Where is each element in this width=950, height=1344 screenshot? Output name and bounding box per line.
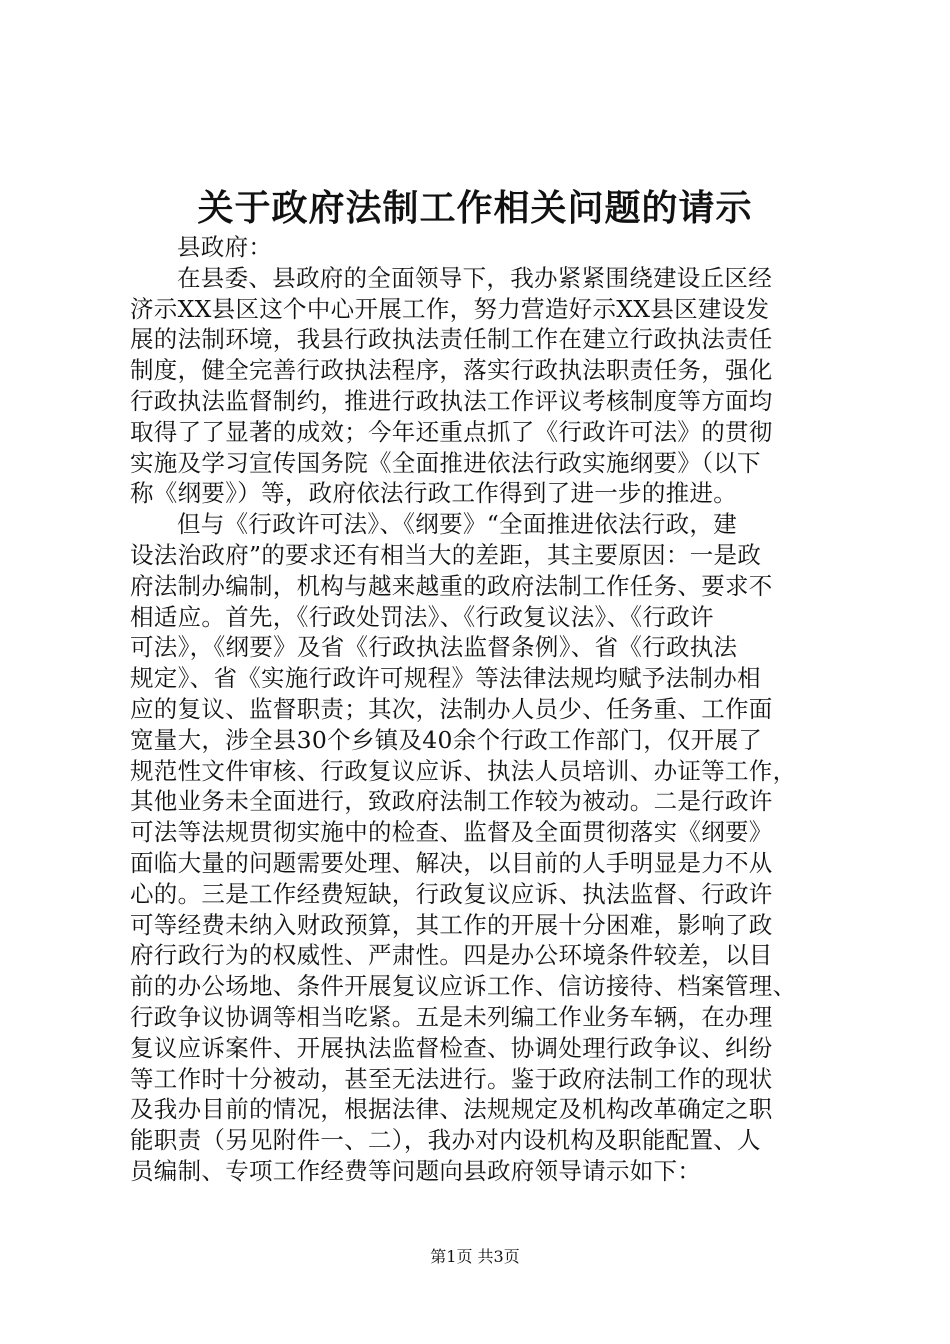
- body-line: 其他业务未全面进行，致政府法制工作较为被动。二是行政许: [130, 787, 773, 816]
- body-line: 实施及学习宣传国务院《全面推进依法行政实施纲要》（以下: [130, 448, 761, 477]
- body-line: 相适应。首先，《行政处罚法》、《行政复议法》、《行政许: [130, 602, 714, 631]
- body-line: 府法制办编制，机构与越来越重的政府法制工作任务、要求不: [130, 571, 773, 600]
- body-line: 及我办目前的情况，根据法律、法规规定及机构改革确定之职: [130, 1095, 773, 1124]
- document-body: [130, 232, 830, 1187]
- body-line: 规范性文件审核、行政复议应诉、执法人员培训、办证等工作，: [130, 756, 797, 785]
- body-line: 设法治政府”的要求还有相当大的差距，其主要原因：一是政: [130, 540, 762, 569]
- body-line: 可法等法规贯彻实施中的检查、监督及全面贯彻落实《纲要》: [130, 818, 773, 847]
- body-line: 在县委、县政府的全面领导下，我办紧紧围绕建设丘区经: [177, 263, 772, 292]
- body-line: 能职责（另见附件一、二），我办对内设机构及职能配置、人: [130, 1126, 761, 1155]
- body-line: 前的办公场地、条件开展复议应诉工作、信访接待、档案管理、: [130, 972, 797, 1001]
- body-line: 展的法制环境，我县行政执法责任制工作在建立行政执法责任: [130, 325, 773, 354]
- body-line: 规定》、省《实施行政许可规程》等法律法规均赋予法制办相: [130, 664, 761, 693]
- body-line: 府行政行为的权威性、严肃性。四是办公环境条件较差，以目: [130, 941, 773, 970]
- body-line: 复议应诉案件、开展执法监督检查、协调处理行政争议、纠纷: [130, 1033, 773, 1062]
- body-line: 应的复议、监督职责；其次，法制办人员少、任务重、工作面: [130, 694, 773, 723]
- body-line: 行政争议协调等相当吃紧。五是未列编工作业务车辆，在办理: [130, 1002, 773, 1031]
- body-line: 济示XX县区这个中心开展工作，努力营造好示XX县区建设发: [130, 294, 770, 323]
- body-line: 称《纲要》）等，政府依法行政工作得到了进一步的推进。: [130, 479, 738, 508]
- body-line: 可法》，《纲要》及省《行政执法监督条例》、省《行政执法: [130, 633, 738, 662]
- salutation-line: 县政府：: [177, 233, 273, 261]
- body-line: 心的。三是工作经费短缺，行政复议应诉、执法监督、行政许: [130, 879, 773, 908]
- document-title: 关于政府法制工作相关问题的请示: [197, 187, 753, 229]
- body-line: 可等经费未纳入财政预算，其工作的开展十分困难，影响了政: [130, 910, 773, 939]
- body-line: 员编制、专项工作经费等问题向县政府领导请示如下：: [130, 1156, 702, 1185]
- body-line: 等工作时十分被动，甚至无法进行。鉴于政府法制工作的现状: [130, 1064, 773, 1093]
- body-line: 制度，健全完善行政执法程序，落实行政执法职责任务，强化: [130, 356, 773, 385]
- body-line: 宽量大，涉全县30个乡镇及40余个行政工作部门，仅开展了: [130, 725, 763, 754]
- body-line: 面临大量的问题需要处理、解决，以目前的人手明显是力不从: [130, 848, 773, 877]
- body-line: 但与《行政许可法》、《纲要》“全面推进依法行政，建: [177, 510, 738, 539]
- body-line: 行政执法监督制约，推进行政执法工作评议考核制度等方面均: [130, 386, 773, 415]
- body-line: 取得了了显著的成效；今年还重点抓了《行政许可法》的贯彻: [130, 417, 773, 446]
- page-number: 第1页 共3页: [430, 1247, 520, 1266]
